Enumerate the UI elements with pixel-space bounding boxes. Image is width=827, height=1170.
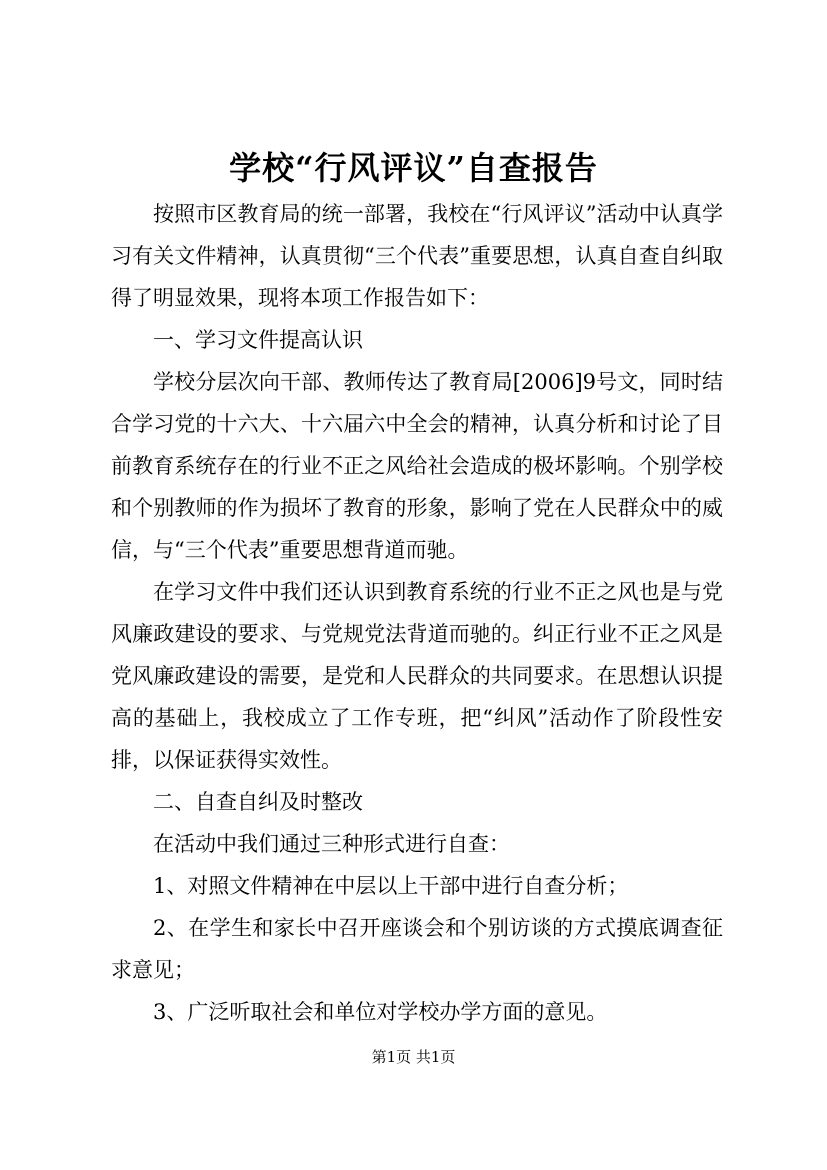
document-body bbox=[111, 193, 723, 1033]
section-heading-1: 一、学习文件提高认识 bbox=[153, 328, 363, 352]
paragraph-forms: 在活动中我们通过三种形式进行自查： bbox=[153, 832, 510, 856]
section-heading-2: 二、自查自纠及时整改 bbox=[153, 790, 363, 814]
paragraph-awareness: 在学习文件中我们还认识到教育系统的行业不正之风也是与党风廉政建设的要求、与党规党法背道而驰的。纠正行业不正之风是党风廉政建设的需要，是党和人民群众的共同要求。在思想认识提高的基础上，我校成立了工作专班，把“纠风”活动作了阶段性安排，以保证获得实效性。 bbox=[111, 580, 723, 772]
document-title: 学校“行风评议”自查报告 bbox=[229, 149, 598, 187]
page-footer: 第1页 共1页 bbox=[371, 1048, 456, 1066]
list-item-1: 1、对照文件精神在中层以上干部中进行自查分析； bbox=[153, 874, 629, 898]
list-item-3: 3、广泛听取社会和单位对学校办学方面的意见。 bbox=[153, 1000, 608, 1024]
paragraph-study: 学校分层次向干部、教师传达了教育局[2006]9号文，同时结合学习党的十六大、十六届六中全会的精神，认真分析和讨论了目前教育系统存在的行业不正之风给社会造成的极坏影响。个别学校和个别教师的作为损坏了教育的形象，影响了党在人民群众中的威信，与“三个代表”重要思想背道而驰。 bbox=[111, 370, 723, 562]
list-item-2: 2、在学生和家长中召开座谈会和个别访谈的方式摸底调查征求意见； bbox=[111, 916, 723, 982]
paragraph-intro: 按照市区教育局的统一部署，我校在“行风评议”活动中认真学习有关文件精神，认真贯彻“三个代表”重要思想，认真自查自纠取得了明显效果，现将本项工作报告如下： bbox=[111, 202, 723, 310]
